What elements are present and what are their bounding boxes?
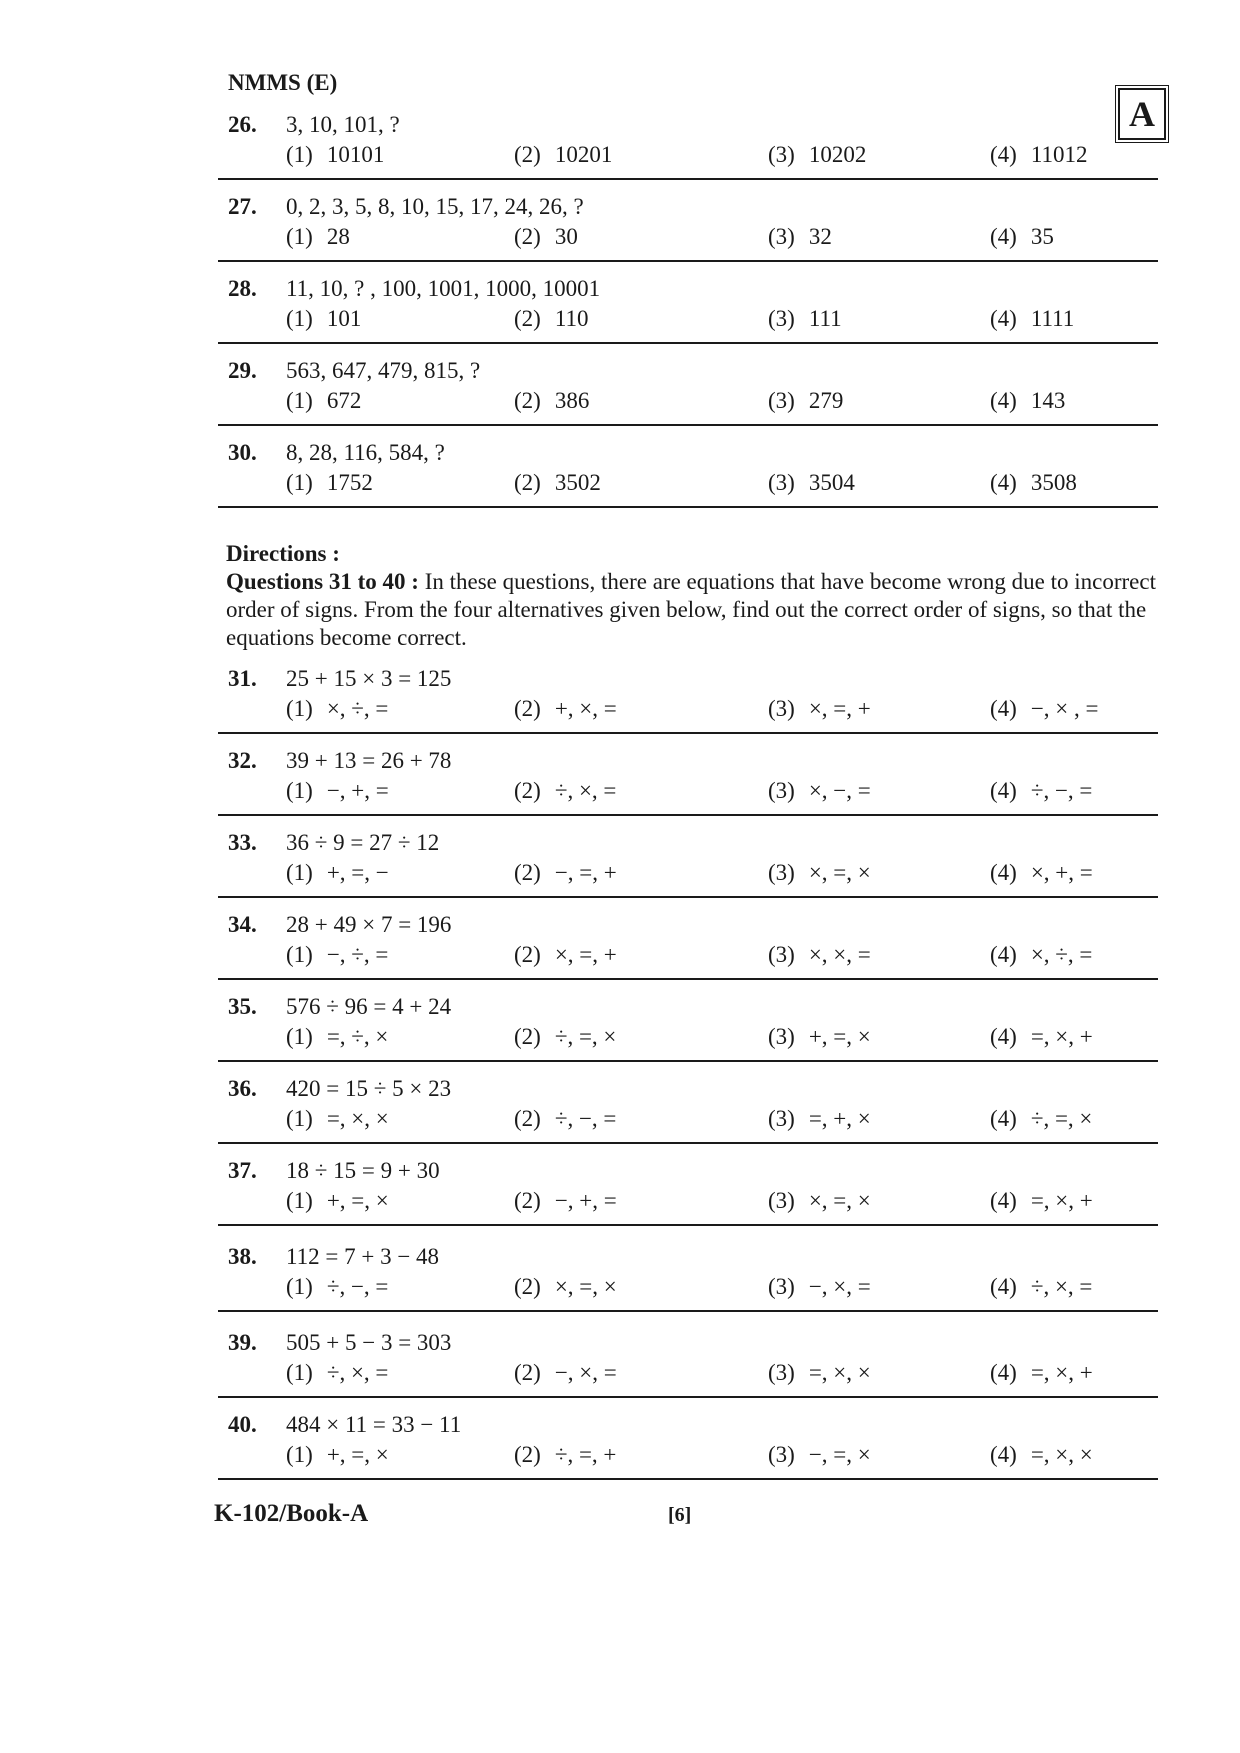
option-3[interactable]: (3) 32 bbox=[768, 224, 832, 249]
question-text: 112 = 7 + 3 − 48 bbox=[286, 1244, 440, 1269]
question-37 bbox=[218, 1158, 1158, 1220]
option-2[interactable]: (2) +, ×, = bbox=[514, 696, 617, 721]
option-3[interactable]: (3) ×, ×, = bbox=[768, 942, 871, 967]
option-4[interactable]: (4) 143 bbox=[990, 388, 1066, 413]
option-1[interactable]: (1) 28 bbox=[286, 224, 350, 249]
divider bbox=[218, 1478, 1158, 1480]
question-number: 30. bbox=[228, 440, 257, 465]
option-1[interactable]: (1) +, =, − bbox=[286, 860, 389, 885]
question-number: 37. bbox=[228, 1158, 257, 1183]
question-text: 420 = 15 ÷ 5 × 23 bbox=[286, 1076, 452, 1101]
question-number: 34. bbox=[228, 912, 257, 937]
question-39 bbox=[218, 1330, 1158, 1392]
question-text: 0, 2, 3, 5, 8, 10, 15, 17, 24, 26, ? bbox=[286, 194, 584, 219]
option-2[interactable]: (2) 10201 bbox=[514, 142, 613, 167]
question-text: 11, 10, ? , 100, 1001, 1000, 10001 bbox=[286, 276, 601, 301]
directions-text: In these questions, there are equations that have become wrong due to incorrect order of signs. From the four alternatives given below, find out the correct order of signs, so that the equations become correct. bbox=[226, 569, 1156, 650]
question-text: 563, 647, 479, 815, ? bbox=[286, 358, 481, 383]
question-text: 576 ÷ 96 = 4 + 24 bbox=[286, 994, 452, 1019]
option-1[interactable]: (1) −, +, = bbox=[286, 778, 389, 803]
option-2[interactable]: (2) ×, =, + bbox=[514, 942, 617, 967]
option-4[interactable]: (4) −, × , = bbox=[990, 696, 1099, 721]
option-2[interactable]: (2) ÷, ×, = bbox=[514, 778, 617, 803]
option-3[interactable]: (3) +, =, × bbox=[768, 1024, 871, 1049]
option-1[interactable]: (1) −, ÷, = bbox=[286, 942, 389, 967]
question-number: 27. bbox=[228, 194, 257, 219]
option-4[interactable]: (4) 11012 bbox=[990, 142, 1088, 167]
option-3[interactable]: (3) 3504 bbox=[768, 470, 855, 495]
option-2[interactable]: (2) 386 bbox=[514, 388, 590, 413]
question-27 bbox=[218, 194, 1158, 256]
directions-label: Questions 31 to 40 : bbox=[226, 569, 419, 594]
option-2[interactable]: (2) −, ×, = bbox=[514, 1360, 617, 1385]
question-29 bbox=[218, 358, 1158, 420]
option-2[interactable]: (2) ÷, =, + bbox=[514, 1442, 617, 1467]
question-number: 38. bbox=[228, 1244, 257, 1269]
question-text: 18 ÷ 15 = 9 + 30 bbox=[286, 1158, 440, 1183]
option-2[interactable]: (2) 3502 bbox=[514, 470, 601, 495]
question-26 bbox=[218, 112, 1158, 174]
exam-title: NMMS (E) bbox=[228, 70, 338, 95]
question-30 bbox=[218, 440, 1158, 502]
option-2[interactable]: (2) ÷, =, × bbox=[514, 1024, 617, 1049]
question-33 bbox=[218, 830, 1158, 892]
option-2[interactable]: (2) −, +, = bbox=[514, 1188, 617, 1213]
question-text: 3, 10, 101, ? bbox=[286, 112, 400, 137]
question-number: 28. bbox=[228, 276, 257, 301]
option-2[interactable]: (2) ÷, −, = bbox=[514, 1106, 617, 1131]
question-number: 31. bbox=[228, 666, 257, 691]
question-28 bbox=[218, 276, 1158, 338]
option-3[interactable]: (3) −, ×, = bbox=[768, 1274, 871, 1299]
directions-block bbox=[226, 540, 1172, 652]
question-number: 40. bbox=[228, 1412, 257, 1437]
option-1[interactable]: (1) ÷, ×, = bbox=[286, 1360, 389, 1385]
option-4[interactable]: (4) ×, +, = bbox=[990, 860, 1093, 885]
option-3[interactable]: (3) 111 bbox=[768, 306, 842, 331]
option-3[interactable]: (3) 279 bbox=[768, 388, 844, 413]
option-3[interactable]: (3) =, ×, × bbox=[768, 1360, 871, 1385]
option-2[interactable]: (2) 30 bbox=[514, 224, 578, 249]
divider bbox=[218, 260, 1158, 262]
option-4[interactable]: (4) ÷, =, × bbox=[990, 1106, 1093, 1131]
divider bbox=[218, 1060, 1158, 1062]
option-4[interactable]: (4) =, ×, + bbox=[990, 1024, 1093, 1049]
book-code-badge: A bbox=[1118, 88, 1166, 140]
option-2[interactable]: (2) −, =, + bbox=[514, 860, 617, 885]
question-text: 25 + 15 × 3 = 125 bbox=[286, 666, 452, 691]
option-1[interactable]: (1) +, =, × bbox=[286, 1442, 389, 1467]
option-1[interactable]: (1) =, ÷, × bbox=[286, 1024, 389, 1049]
divider bbox=[218, 178, 1158, 180]
option-1[interactable]: (1) =, ×, × bbox=[286, 1106, 389, 1131]
divider bbox=[218, 342, 1158, 344]
question-40 bbox=[218, 1412, 1158, 1474]
divider bbox=[218, 814, 1158, 816]
option-3[interactable]: (3) ×, =, × bbox=[768, 1188, 871, 1213]
question-number: 36. bbox=[228, 1076, 257, 1101]
option-2[interactable]: (2) ×, =, × bbox=[514, 1274, 617, 1299]
divider bbox=[218, 732, 1158, 734]
question-text: 36 ÷ 9 = 27 ÷ 12 bbox=[286, 830, 440, 855]
divider bbox=[218, 424, 1158, 426]
question-number: 26. bbox=[228, 112, 257, 137]
option-1[interactable]: (1) ×, ÷, = bbox=[286, 696, 389, 721]
option-1[interactable]: (1) 10101 bbox=[286, 142, 385, 167]
question-text: 505 + 5 − 3 = 303 bbox=[286, 1330, 452, 1355]
option-1[interactable]: (1) +, =, × bbox=[286, 1188, 389, 1213]
option-4[interactable]: (4) 35 bbox=[990, 224, 1054, 249]
question-text: 28 + 49 × 7 = 196 bbox=[286, 912, 452, 937]
option-3[interactable]: (3) ×, =, + bbox=[768, 696, 871, 721]
question-text: 484 × 11 = 33 − 11 bbox=[286, 1412, 462, 1437]
question-38 bbox=[218, 1244, 1158, 1306]
divider bbox=[218, 506, 1158, 508]
option-3[interactable]: (3) =, +, × bbox=[768, 1106, 871, 1131]
option-1[interactable]: (1) ÷, −, = bbox=[286, 1274, 389, 1299]
question-35 bbox=[218, 994, 1158, 1056]
option-2[interactable]: (2) 110 bbox=[514, 306, 589, 331]
option-3[interactable]: (3) 10202 bbox=[768, 142, 867, 167]
option-3[interactable]: (3) ×, =, × bbox=[768, 860, 871, 885]
option-4[interactable]: (4) =, ×, + bbox=[990, 1360, 1093, 1385]
question-36 bbox=[218, 1076, 1158, 1138]
question-34 bbox=[218, 912, 1158, 974]
question-text: 8, 28, 116, 584, ? bbox=[286, 440, 445, 465]
divider bbox=[218, 1310, 1158, 1312]
option-1[interactable]: (1) 672 bbox=[286, 388, 362, 413]
option-4[interactable]: (4) 3508 bbox=[990, 470, 1077, 495]
directions-title: Directions : bbox=[226, 541, 340, 566]
question-number: 32. bbox=[228, 748, 257, 773]
option-4[interactable]: (4) ×, ÷, = bbox=[990, 942, 1093, 967]
question-text: 39 + 13 = 26 + 78 bbox=[286, 748, 452, 773]
question-31 bbox=[218, 666, 1158, 728]
question-number: 33. bbox=[228, 830, 257, 855]
option-4[interactable]: (4) ÷, −, = bbox=[990, 778, 1093, 803]
divider bbox=[218, 978, 1158, 980]
divider bbox=[218, 1224, 1158, 1226]
option-3[interactable]: (3) −, =, × bbox=[768, 1442, 871, 1467]
question-number: 35. bbox=[228, 994, 257, 1019]
option-4[interactable]: (4) =, ×, × bbox=[990, 1442, 1093, 1467]
option-4[interactable]: (4) ÷, ×, = bbox=[990, 1274, 1093, 1299]
option-1[interactable]: (1) 101 bbox=[286, 306, 362, 331]
option-1[interactable]: (1) 1752 bbox=[286, 470, 373, 495]
option-4[interactable]: (4) 1111 bbox=[990, 306, 1075, 331]
question-number: 29. bbox=[228, 358, 257, 383]
divider bbox=[218, 1396, 1158, 1398]
question-32 bbox=[218, 748, 1158, 810]
option-4[interactable]: (4) =, ×, + bbox=[990, 1188, 1093, 1213]
page-number: [6] bbox=[668, 1504, 692, 1526]
question-number: 39. bbox=[228, 1330, 257, 1355]
divider bbox=[218, 1142, 1158, 1144]
divider bbox=[218, 896, 1158, 898]
book-footer: K-102/Book-A bbox=[214, 1500, 369, 1527]
option-3[interactable]: (3) ×, −, = bbox=[768, 778, 871, 803]
